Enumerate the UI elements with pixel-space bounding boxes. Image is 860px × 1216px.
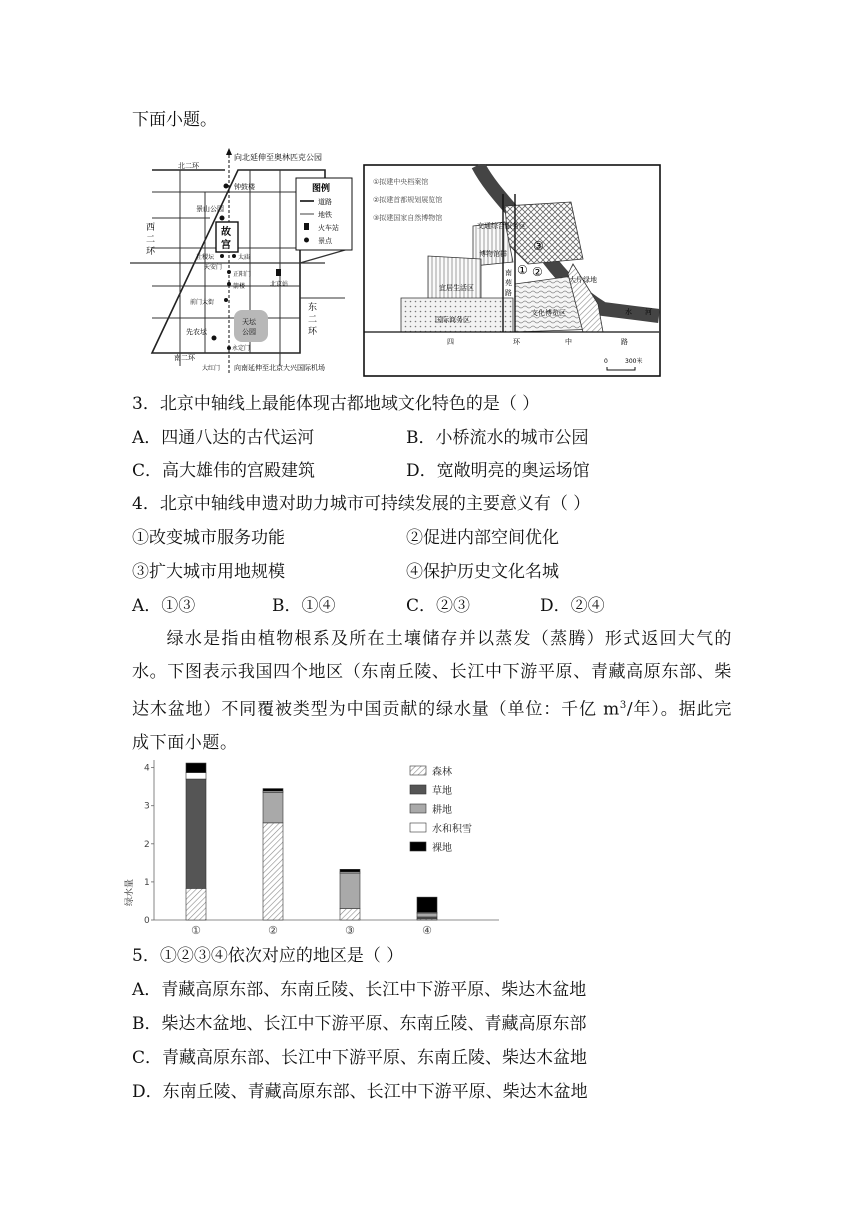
road-south-c2: 环: [513, 338, 520, 346]
zone-yiju: [428, 256, 481, 299]
legend-swatch: [410, 842, 426, 851]
yongdingmen-label: 永定门: [232, 345, 251, 352]
legend-swatch: [410, 823, 426, 832]
jianlou-label: 箭楼: [233, 283, 246, 290]
tiananmen-label: 天安门: [204, 264, 223, 271]
y-tick-label: 3: [144, 801, 150, 812]
jingshan-label: 景山公园: [196, 205, 224, 213]
ring-e2-c2: 二: [308, 315, 318, 325]
station-icon: [276, 269, 281, 276]
road-south-c1: 四: [447, 338, 454, 346]
south-extension-label: 向南延伸至北京大兴国际机场: [234, 364, 325, 372]
bar-segment: [186, 773, 206, 779]
bar-segment: [417, 897, 437, 912]
taimiao-label: 太庙: [238, 254, 251, 261]
xiannongtan-label: 先农坛: [186, 328, 207, 336]
ring-e2-c3: 环: [308, 327, 318, 337]
q3-option-b[interactable]: B．小桥流水的城市公园: [406, 428, 589, 448]
q3-stem: 3．北京中轴线上最能体现古都地域文化特色的是（ ）: [132, 394, 540, 414]
legend-subway: 地铁: [318, 211, 332, 219]
q5-stem: 5．①②③④依次对应的地区是（ ）: [132, 946, 404, 966]
y-tick-label: 2: [144, 839, 150, 850]
bar-segment: [417, 913, 437, 917]
legend-box: [296, 178, 352, 250]
q5-option-d[interactable]: D．东南丘陵、青藏高原东部、长江中下游平原、柴达木盆地: [132, 1082, 588, 1102]
x-tick-label: ④: [422, 924, 432, 937]
bar-segment: [263, 792, 283, 822]
circle-1: ①: [517, 263, 528, 277]
x-tick-label: ③: [345, 924, 355, 937]
scale-end: 300米: [625, 358, 643, 365]
q4-statement-2: ②促进内部空间优化: [406, 528, 559, 548]
gugong-c1: 故: [221, 227, 231, 238]
scale-zero: 0: [604, 358, 608, 365]
y-tick-label: 4: [144, 763, 150, 774]
river-c1: 凉: [601, 288, 608, 296]
legend-entry: 耕地: [432, 805, 452, 816]
y-axis-label: 绿水量: [125, 878, 135, 906]
ring-s2-label: 南二环: [174, 354, 195, 362]
circle-3: ③: [533, 239, 544, 253]
circle-2: ②: [532, 265, 543, 279]
river-c3: 河: [645, 308, 652, 316]
q3-option-c[interactable]: C．高大雄伟的宫殿建筑: [132, 461, 316, 481]
ring-w2-c2: 二: [146, 235, 156, 245]
legend-swatch: [410, 804, 426, 813]
ring-w2-c1: 西: [146, 223, 156, 233]
legend-entry: 裸地: [432, 843, 452, 854]
q5-option-b[interactable]: B．柴达木盆地、长江中下游平原、东南丘陵、青藏高原东部: [132, 1014, 587, 1034]
passage-tail: /年）。据此完成下面小题。: [132, 699, 732, 753]
bar-segment: [263, 823, 283, 920]
zone-label-lvdi: 大片绿地: [569, 276, 597, 284]
q5-option-a[interactable]: A．青藏高原东部、东南丘陵、长江中下游平原、柴达木盆地: [132, 980, 587, 1000]
legend-swatch: [410, 785, 426, 794]
note-2: ②拟建首都规划展览馆: [373, 196, 443, 204]
q5-option-c[interactable]: C．青藏高原东部、长江中下游平原、东南丘陵、柴达木盆地: [132, 1048, 588, 1068]
zone-label-yiju: 宜居生活区: [439, 284, 474, 292]
legend-station: 火车站: [318, 224, 339, 232]
bar-segment: [186, 763, 206, 773]
beijingzhan-label: 北京站: [270, 281, 289, 288]
zone-label-guoji: 国际商务区: [435, 316, 470, 324]
zone-guoji: [401, 298, 513, 332]
q4-statement-1: ①改变城市服务功能: [132, 528, 285, 548]
bar-segment: [340, 909, 360, 920]
zone-label-wenhua: 文化博览区: [531, 309, 566, 317]
legend-entry: 森林: [432, 767, 452, 778]
q4-option-c[interactable]: C．②③: [406, 596, 471, 616]
nanyuan-c1: 南: [505, 269, 512, 277]
passage: [132, 623, 732, 760]
legend-title: 图例: [312, 184, 331, 194]
q3-option-a[interactable]: A．四通八达的古代运河: [132, 428, 315, 448]
river-c2: 水: [625, 308, 632, 316]
q4-stem: 4．北京中轴线申遗对助力城市可持续发展的主要意义有（ ）: [132, 494, 591, 514]
zone-label-jiaotong: 交通综合服务区: [477, 222, 526, 230]
legend-entry: 草地: [432, 786, 452, 797]
x-tick-labels: [191, 924, 432, 937]
zhengyangmen-label: 正阳门: [233, 271, 252, 278]
y-tick-label: 1: [144, 877, 150, 888]
q4-statement-4: ④保护历史文化名城: [406, 562, 559, 582]
note-3: ③拟建国家自然博物馆: [373, 214, 443, 222]
ring-e2-c1: 东: [308, 303, 318, 313]
ring-n2-label: 北二环: [178, 162, 199, 170]
q4-option-d[interactable]: D．②④: [540, 596, 605, 616]
x-tick-label: ①: [191, 924, 201, 937]
q4-option-a[interactable]: A．①③: [132, 596, 196, 616]
nanyuan-c3: 路: [505, 289, 512, 297]
road-south-c3: 中: [565, 338, 572, 346]
gugong-c2: 宫: [221, 240, 231, 251]
q3-option-d[interactable]: D．宽敞明亮的奥运场馆: [406, 461, 590, 481]
tiantan-c2: 公园: [242, 328, 256, 336]
y-tick-label: 0: [144, 916, 150, 926]
passage-text: 绿水是指由植物根系及所在土壤储存并以蒸发（蒸腾）形式返回大气的水。下图表示我国四个地区（东南丘陵、长江中下游平原、青藏高原东部、柴达木盆地）不同覆被类型为中国贡献的绿水量（单位：千亿 m: [132, 629, 732, 720]
dahongmen-label: 大红门: [202, 365, 221, 372]
bar-segment: [340, 873, 360, 908]
bars: [186, 763, 437, 920]
q4-option-b[interactable]: B．①④: [272, 596, 336, 616]
legend-swatch: [410, 766, 426, 775]
north-extension-label: 向北延伸至奥林匹克公园: [234, 153, 322, 162]
zhonggulou-label: 钟鼓楼: [234, 183, 255, 191]
ring-w2-c3: 环: [146, 247, 156, 257]
south-axis-plan-map: [363, 164, 661, 377]
bar-segment: [263, 789, 283, 792]
qianmen-label: 前门大街: [190, 299, 215, 306]
passage-sup: 3: [619, 700, 627, 711]
nanyuan-c2: 苑: [505, 279, 512, 287]
bar-segment: [340, 869, 360, 872]
chart-legend: [410, 765, 472, 854]
intro-tail: 下面小题。: [132, 110, 217, 130]
tiantan-park: [234, 310, 268, 342]
note-1: ①拟建中央档案馆: [373, 178, 429, 186]
green-water-chart: [114, 756, 504, 940]
north-arrow-icon: [226, 148, 232, 155]
tiantan-c1: 天坛: [242, 318, 256, 326]
axis-map: [130, 148, 355, 376]
legend-entry: 水和积雪: [432, 824, 472, 835]
x-tick-label: ②: [268, 924, 278, 937]
shejitan-label: 社稷坛: [196, 254, 215, 261]
q4-statement-3: ③扩大城市用地规模: [132, 562, 285, 582]
bar-segment: [186, 779, 206, 888]
bar-segment: [186, 888, 206, 920]
legend-road: 道路: [318, 198, 332, 206]
legend-spot: 景点: [318, 237, 332, 245]
road-south-c4: 路: [621, 338, 628, 346]
zone-label-bowuguan: 博物馆群: [479, 250, 507, 258]
